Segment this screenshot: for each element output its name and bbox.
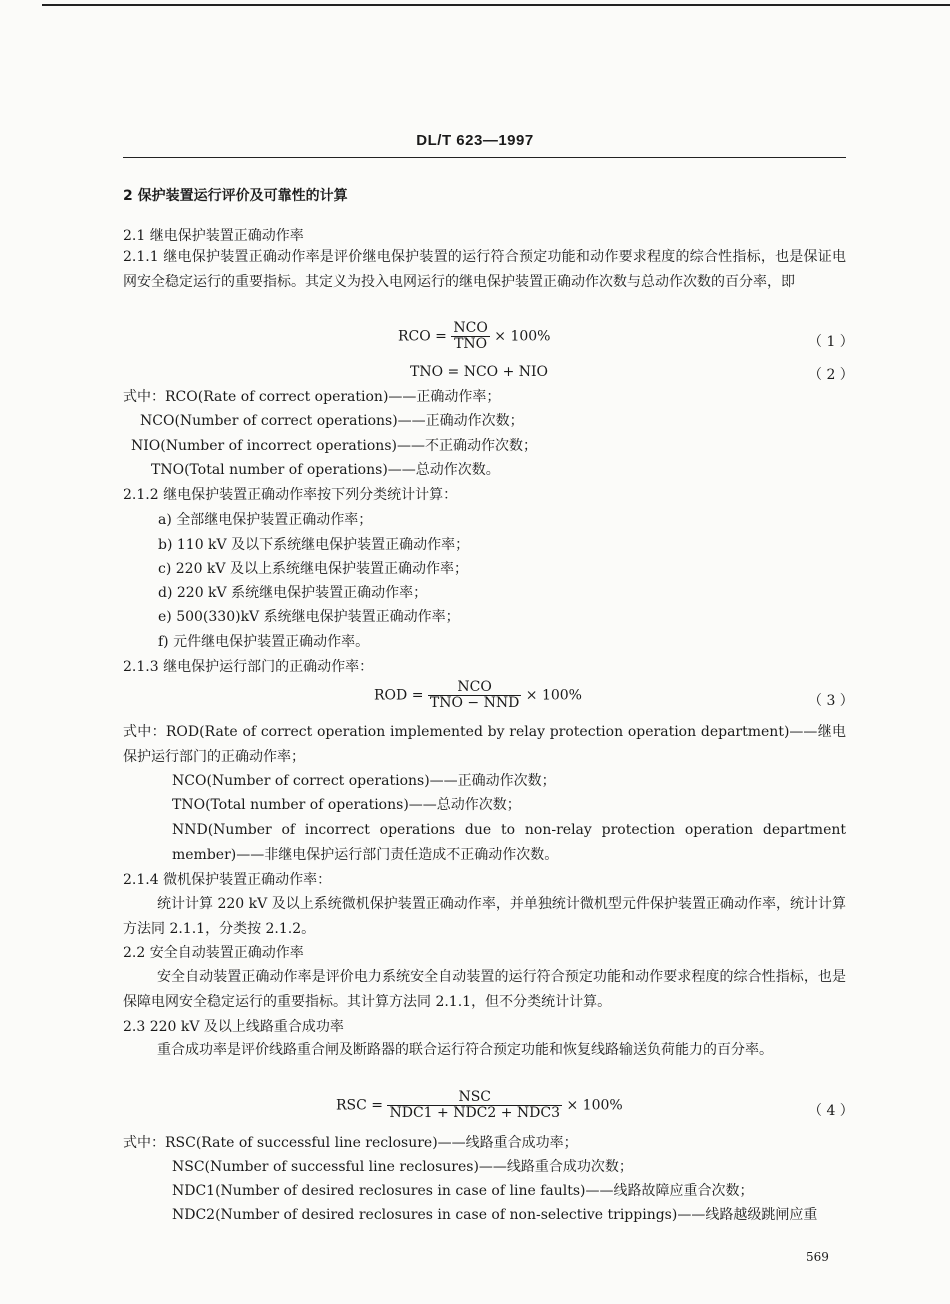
eq3-fraction xyxy=(428,680,521,711)
eq3-lhs: ROD = xyxy=(374,687,424,704)
where4-line-3: NDC1(Number of desired reclosures in case of line faults)——线路故障应重合次数； xyxy=(172,1183,754,1199)
page-header-title: DL/T 623—1997 xyxy=(416,132,534,149)
where3-line-1: 式中：ROD(Rate of correct operation implemented by relay protection operation department)——继电保护运行部门的正确动作率； xyxy=(123,724,846,765)
list-item-d: d) 220 kV 系统继电保护装置正确动作率； xyxy=(158,585,428,601)
section-2-3-heading: 2.3 220 kV 及以上线路重合成功率 xyxy=(123,1019,344,1035)
eq1-denominator: TNO xyxy=(451,336,489,352)
where1-line-2: NCO(Number of correct operations)——正确动作次数； xyxy=(140,413,524,429)
header-rule xyxy=(123,157,846,158)
equation-4 xyxy=(336,1090,623,1121)
equation-4-number: （ 4 ） xyxy=(808,1103,854,1119)
equation-1-number: （ 1 ） xyxy=(808,334,854,350)
paragraph-2-1-4: 2.1.4 微机保护装置正确动作率： xyxy=(123,872,332,888)
list-item-f: f) 元件继电保护装置正确动作率。 xyxy=(158,634,370,650)
where4-line-1: 式中：RSC(Rate of successful line reclosure)——线路重合成功率； xyxy=(123,1135,578,1151)
eq4-lhs: RSC = xyxy=(336,1097,384,1114)
eq3-denominator: TNO − NND xyxy=(429,695,520,711)
equation-3-number: （ 3 ） xyxy=(808,693,854,709)
eq1-fraction xyxy=(451,321,489,352)
paragraph-2-1-4-body: 统计计算 220 kV 及以上系统微机保护装置正确动作率，并单独统计微机型元件保护装置正确动作率，统计计算方法同 2.1.1，分类按 2.1.2。 xyxy=(123,896,846,937)
section-2-3-body: 重合成功率是评价线路重合闸及断路器的联合运行符合预定功能和恢复线路输送负荷能力的百分率。 xyxy=(157,1042,773,1058)
eq3-rhs: × 100% xyxy=(525,687,582,704)
where3-line-4: NND(Number of incorrect operations due to non-relay protection operation department member)——非继电保护运行部门责任造成不正确动作次数。 xyxy=(172,822,846,863)
section-2-heading: 2 保护装置运行评价及可靠性的计算 xyxy=(123,188,348,204)
paragraph-2-1-2: 2.1.2 继电保护装置正确动作率按下列分类统计计算： xyxy=(123,487,458,503)
eq3-numerator: NCO xyxy=(457,679,492,695)
where1-line-1: 式中：RCO(Rate of correct operation)——正确动作率； xyxy=(123,389,501,405)
where4-line-2: NSC(Number of successful line reclosures)——线路重合成功次数； xyxy=(172,1159,633,1175)
list-item-c: c) 220 kV 及以上系统继电保护装置正确动作率； xyxy=(158,561,468,577)
list-item-e: e) 500(330)kV 系统继电保护装置正确动作率； xyxy=(158,609,460,625)
list-item-a: a) 全部继电保护装置正确动作率； xyxy=(158,512,373,528)
eq1-rhs: × 100% xyxy=(494,328,551,345)
eq1-lhs: RCO = xyxy=(398,328,447,345)
page-number: 569 xyxy=(806,1250,829,1264)
where1-line-3: NIO(Number of incorrect operations)——不正确动作次数； xyxy=(131,438,537,454)
where3-line-3: TNO(Total number of operations)——总动作次数； xyxy=(172,797,521,813)
paragraph-2-1-3: 2.1.3 继电保护运行部门的正确动作率： xyxy=(123,659,374,675)
where3-line-2: NCO(Number of correct operations)——正确动作次数； xyxy=(172,773,556,789)
equation-3 xyxy=(374,680,582,711)
equation-1 xyxy=(398,321,551,352)
eq4-fraction xyxy=(387,1090,562,1121)
eq4-denominator: NDC1 + NDC2 + NDC3 xyxy=(389,1105,561,1121)
section-2-2-heading: 2.2 安全自动装置正确动作率 xyxy=(123,945,304,961)
eq4-rhs: × 100% xyxy=(566,1097,623,1114)
top-border-line xyxy=(42,4,950,6)
section-2-1-heading: 2.1 继电保护装置正确动作率 xyxy=(123,228,304,244)
list-item-b: b) 110 kV 及以下系统继电保护装置正确动作率； xyxy=(158,537,470,553)
equation-2: TNO = NCO + NIO xyxy=(410,364,549,380)
where1-line-4: TNO(Total number of operations)——总动作次数。 xyxy=(151,462,500,478)
eq4-numerator: NSC xyxy=(458,1089,492,1105)
section-2-2-body: 安全自动装置正确动作率是评价电力系统安全自动装置的运行符合预定功能和动作要求程度的综合性指标，也是保障电网安全稳定运行的重要指标。其计算方法同 2.1.1，但不分类统计计算。 xyxy=(123,969,846,1010)
paragraph-2-1-1: 2.1.1 继电保护装置正确动作率是评价继电保护装置的运行符合预定功能和动作要求程度的综合性指标，也是保证电网安全稳定运行的重要指标。其定义为投入电网运行的继电保护装置正确动作次数与总动作次数的百分率，即 xyxy=(123,249,846,290)
where4-line-4: NDC2(Number of desired reclosures in case of non-selective trippings)——线路越级跳闸应重 xyxy=(172,1207,818,1223)
equation-2-number: （ 2 ） xyxy=(808,367,854,383)
eq1-numerator: NCO xyxy=(453,320,488,336)
